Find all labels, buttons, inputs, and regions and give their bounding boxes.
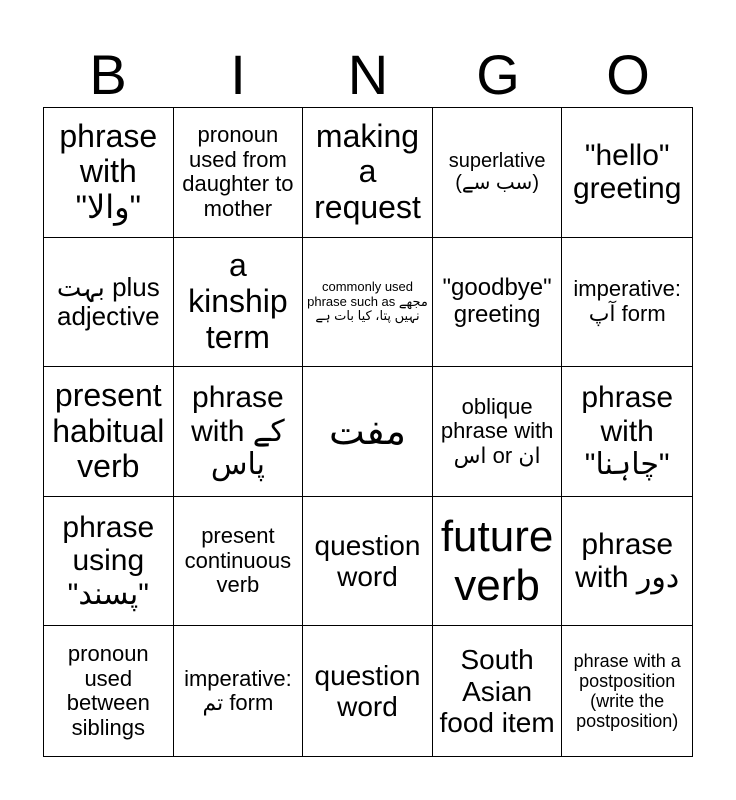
bingo-cell[interactable]: "hello" greeting [562, 108, 692, 238]
title-letter-i: I [230, 43, 246, 106]
bingo-cell[interactable]: phrase with کے پاس [174, 367, 304, 497]
bingo-cell[interactable]: making a request [303, 108, 433, 238]
bingo-cell[interactable]: question word [303, 497, 433, 627]
title-letter-o: O [606, 43, 650, 106]
bingo-cell[interactable]: phrase using "پسند" [44, 497, 174, 627]
bingo-cell[interactable]: pronoun used between siblings [44, 626, 174, 756]
bingo-cell[interactable]: present habitual verb [44, 367, 174, 497]
bingo-cell[interactable]: phrase with a postposition (write the postposition) [573, 650, 681, 732]
title-letter-b: B [89, 43, 127, 106]
bingo-cell[interactable]: pronoun used from daughter to mother [174, 108, 304, 238]
bingo-cell[interactable]: superlative (سب سے) [433, 108, 563, 238]
bingo-cell[interactable]: phrase with "والا" [44, 108, 174, 238]
title-letter-g: G [476, 43, 520, 106]
bingo-cell[interactable]: oblique phrase with اس or ان [433, 367, 563, 497]
title-letter-n: N [347, 43, 389, 106]
bingo-cell[interactable]: imperative: تم form [174, 626, 304, 756]
bingo-cell[interactable]: imperative: آپ form [562, 238, 692, 368]
bingo-cell[interactable]: phrase with دور [562, 497, 692, 627]
bingo-cell[interactable]: "goodbye" greeting [433, 238, 563, 368]
bingo-cell[interactable]: question word [303, 626, 433, 756]
bingo-title [43, 42, 693, 108]
bingo-cell[interactable]: present continuous verb [174, 497, 304, 627]
bingo-board [43, 107, 693, 757]
bingo-cell[interactable]: commonly used phrase such as مجھے نہیں پتا، کیا بات ہے [303, 238, 433, 368]
bingo-cell[interactable]: South Asian food item [433, 626, 563, 756]
free-space[interactable]: مفت [303, 367, 433, 497]
bingo-cell[interactable]: بہت plus adjective [44, 238, 174, 368]
bingo-cell[interactable]: phrase with "چاہنا" [562, 367, 692, 497]
bingo-cell[interactable]: future verb [433, 497, 563, 627]
bingo-cell[interactable]: a kinship term [174, 238, 304, 368]
